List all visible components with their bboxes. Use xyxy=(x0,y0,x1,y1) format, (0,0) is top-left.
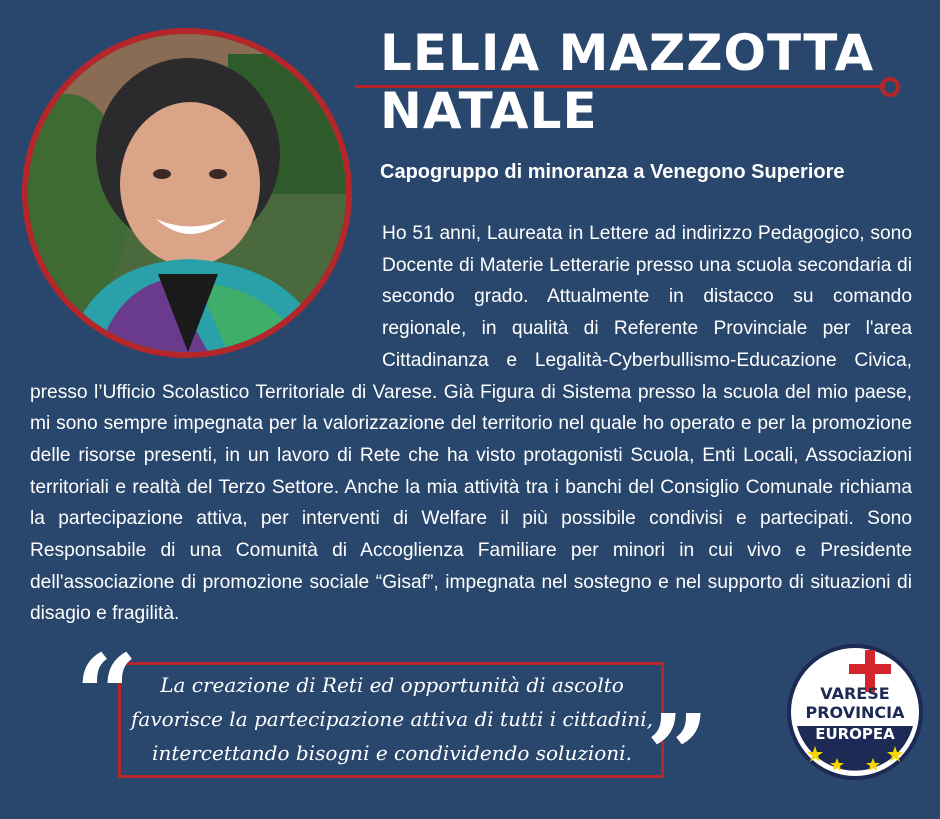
biography-content: Ho 51 anni, Laureata in Lettere ad indirizzo Pedagogico, sono Docente di Materie Letterarie presso una scuola secondaria di secondo grado. Attualmente in distacco su comando regionale, in qualità di Referente Provinciale per l'area Cittadinanza e Legalità-Cyberbullismo-Educazione Civica, presso l’Ufficio Scolastico Territoriale di Varese. Già Figura di Sistema presso la scuola del mio paese, mi sono sempre impegnata per la valorizzazione del territorio nel quale ho operato e per la promozione delle risorse presenti, in un lavoro di Rete che ha visto protagonisti Scuola, Enti Locali, Associazioni territoriali e realtà del Terzo Settore. Anche la mia attività tra i banchi del Consiglio Comunale richiama la partecipazione attiva, per interventi di Welfare il più possibile condivisi e partecipati. Sono Responsabile di una Comunità di Accoglienza Familiare per minori in cui vivo e Presidente dell'associazione di promozione sociale “Gisaf”, impegnata nel sostegno e nel supporto di situazioni di disagio e fragilità. xyxy=(30,223,912,625)
logo-line-varese: VARESE xyxy=(820,684,890,703)
biography-text xyxy=(30,218,912,630)
person-role: Capogruppo di minoranza a Venegono Superiore xyxy=(380,161,845,183)
photo-wrap-space xyxy=(30,218,382,372)
close-quote-icon: ” xyxy=(646,690,710,819)
open-quote-icon: “ xyxy=(75,630,139,759)
logo-line-europea: EUROPEA xyxy=(815,725,895,743)
logo-line-provincia: PROVINCIA xyxy=(805,703,905,722)
person-name: LELIA MAZZOTTA NATALE xyxy=(380,24,875,140)
quote-text: La creazione di Reti ed opportunità di ascolto favorisce la partecipazione attiva di tutti i cittadini, intercettando bisogni e condividendo soluzioni. xyxy=(131,673,653,765)
